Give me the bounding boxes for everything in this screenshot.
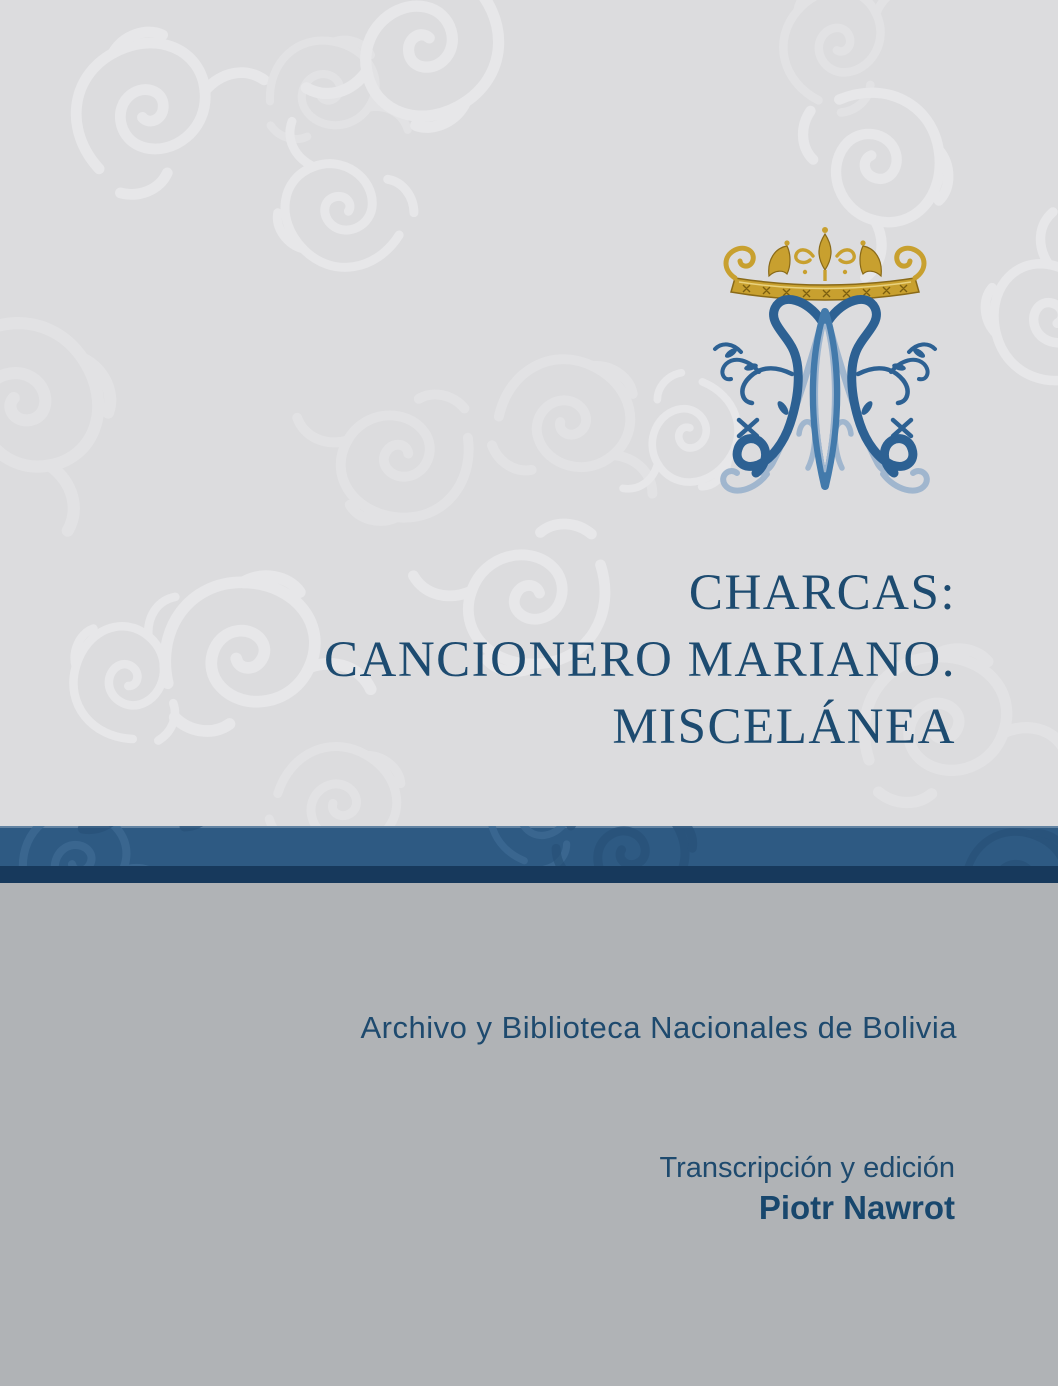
title-line-3: MISCELÁNEA [612,699,956,755]
publisher-name: Archivo y Biblioteca Nacionales de Bolivia [360,1010,957,1045]
divider-band-steel [0,826,1058,866]
marian-monogram-crown-emblem [695,222,955,500]
band-swirl-pattern [0,826,1058,866]
book-title [324,560,956,761]
author-name: Piotr Nawrot [758,1189,955,1226]
title-line-1: CHARCAS: [688,565,956,621]
crown-icon [726,227,924,300]
title-line-2: CANCIONERO MARIANO. [323,632,956,688]
cover-bottom-section [0,883,1058,1386]
marian-monogram [715,299,935,490]
divider-band-navy [0,866,1058,883]
credit-role-label: Transcripción y edición [659,1152,955,1184]
